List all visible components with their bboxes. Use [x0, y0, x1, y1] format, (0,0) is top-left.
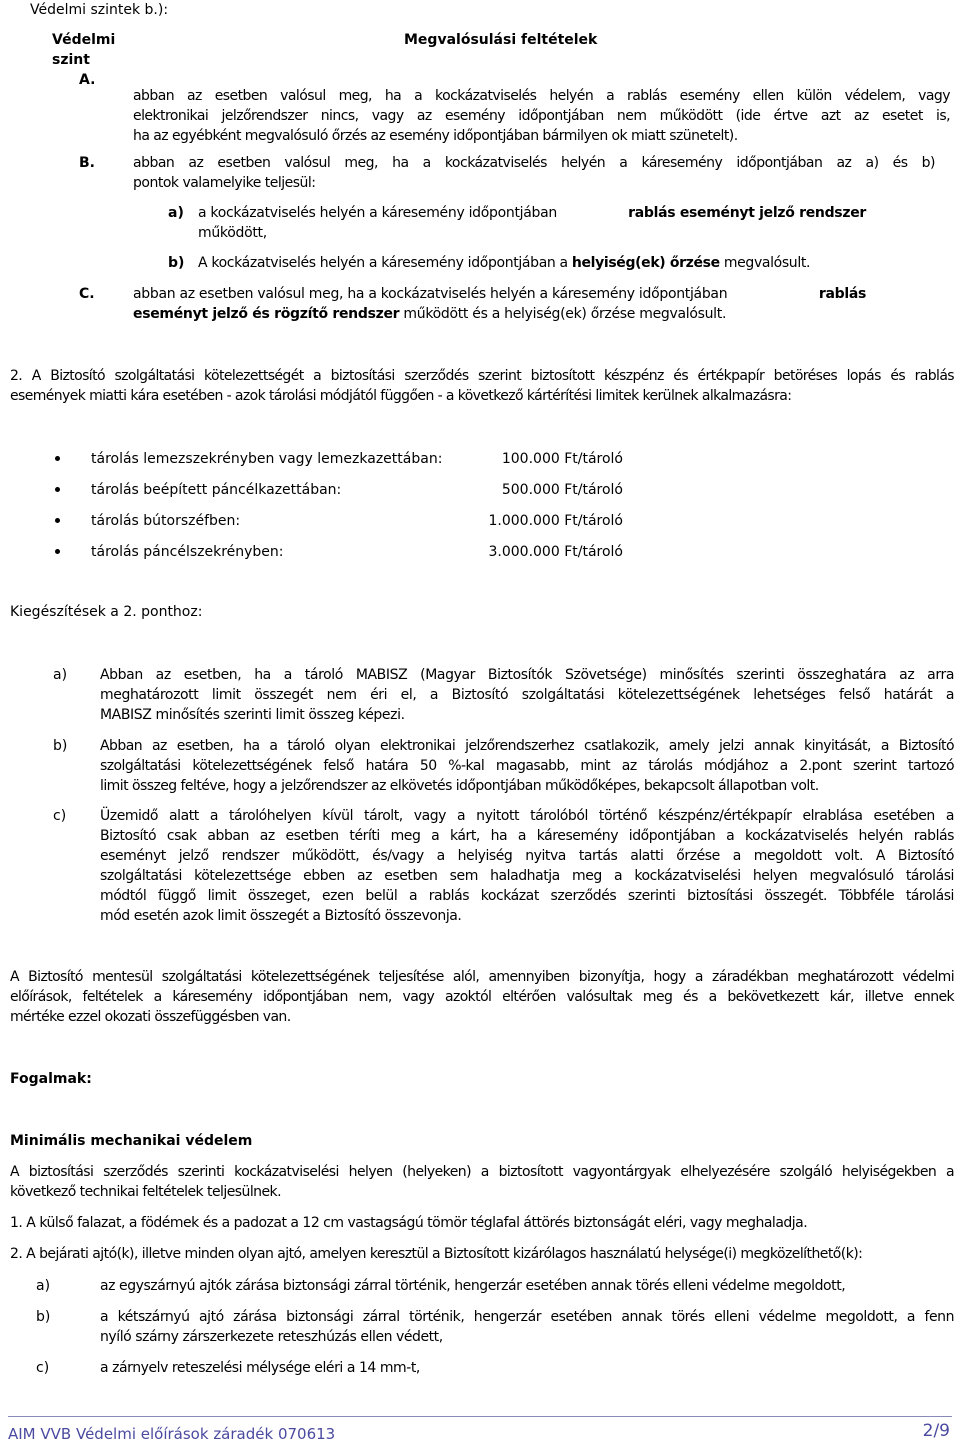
- limit-label: tárolás páncélszekrényben:: [91, 544, 284, 560]
- supp-c-line1: Üzemidő alatt a tárolóhelyen kívül tárolt, vagy a nyitott tárolóból történő készpénz/értékpapír elrablása esetében a: [100, 808, 954, 824]
- supp-c-line2: Biztosító csak abban az esetben téríti meg a kárt, ha a káresemény időpontjában a kockázatviselés helyén rablás: [100, 828, 954, 844]
- concepts-item1: 1. A külső falazat, a födémek és a padozat a 12 cm vastagságú tömör téglafal áttörés biztonságát eléri, vagy meghaladja.: [10, 1215, 808, 1231]
- row-b-sub-b-line: [198, 253, 810, 273]
- limit-value: 100.000 Ft/tároló: [501, 451, 623, 467]
- limit-label: tárolás lemezszekrényben vagy lemezkazettában:: [91, 451, 443, 467]
- section2-text-line2: események miatti kára esetében - azok tárolási módjától függően - a következő kártérítési limitek kerülnek alkalmazásra:: [10, 388, 792, 404]
- concepts-subtitle: Minimális mechanikai védelem: [10, 1133, 253, 1149]
- exemption-line3: mértéke ezzel okozati összefüggésben van.: [10, 1009, 291, 1025]
- row-b-sub-a-line1: [198, 203, 866, 223]
- supp-c-line6: mód esetén azok limit összegét a Biztosító összevonja.: [100, 908, 462, 924]
- concepts-sub-c: a zárnyelv reteszelési mélysége eléri a 14 mm-t,: [100, 1360, 420, 1376]
- footer-doc-title: AIM VVB Védelmi előírások záradék 070613: [8, 1425, 336, 1443]
- concepts-sub-a: az egyszárnyú ajtók zárása biztonsági zárral történik, hengerzár esetében annak törés elleni védelme megoldott,: [100, 1278, 846, 1294]
- row-c-bold1: rablás: [818, 286, 866, 302]
- row-c-bold2: eseményt jelző és rögzítő rendszer: [133, 306, 400, 322]
- bullet-icon: [55, 518, 60, 523]
- supp-c-line3: eseményt jelző rendszer működött, és/vagy a helyiség nyitva tartás alatti őrzése a megoldott volt. A Biztosító: [100, 848, 954, 864]
- concepts-sub-b-label: b): [36, 1309, 51, 1325]
- row-b-text-line2: pontok valamelyike teljesül:: [133, 175, 316, 191]
- section-heading: Védelmi szintek b.):: [30, 2, 169, 18]
- bullet-icon: [55, 549, 60, 554]
- bullet-icon: [55, 487, 60, 492]
- row-a-label: A.: [79, 72, 96, 88]
- row-c-line1: [133, 284, 866, 304]
- supp-a-line1: Abban az esetben, ha a tároló MABISZ (Magyar Biztosítók Szövetsége) minősítés szerinti összeghatára az arra: [100, 667, 954, 683]
- supp-b-line2: szolgáltatási kötelezettségének felső határa 50 %-kal magasabb, mint az tárolás módjához a 2.pont szerint tartozó: [100, 758, 954, 774]
- exemption-line1: A Biztosító mentesül szolgáltatási kötelezettségének teljesítése alól, amennyiben bizonyítja, hogy a záradékban meghatározott védelmi: [10, 969, 954, 985]
- supplements-title: Kiegészítések a 2. ponthoz:: [10, 604, 203, 620]
- row-a-text-line1: abban az esetben valósul meg, ha a kockázatviselés helyén a rablás esemény ellen külön védelem, vagy: [133, 88, 950, 104]
- supp-b-line3: limit összeg feltéve, hogy a jelzőrendszer az elkövetés időpontjában működőképes, bekapcsolt állapotban volt.: [100, 778, 819, 794]
- row-c-label: C.: [79, 286, 95, 302]
- supp-a-label: a): [53, 667, 68, 683]
- row-b-sub-a-label: a): [168, 205, 184, 221]
- row-a-text-line2: elektronikai jelzőrendszer nincs, vagy az esemény időpontjában nem működött (ide értve azt az esetet is,: [133, 108, 950, 124]
- concepts-item2: 2. A bejárati ajtó(k), illetve minden olyan ajtó, amelyen keresztül a Biztosított kizárólagos használatú helysége(i) megközelíthető(k):: [10, 1246, 863, 1262]
- supp-c-label: c): [53, 808, 67, 824]
- row-b-sub-a-line2: működött,: [198, 225, 267, 241]
- row-b-sub-a-bold: rablás eseményt jelző rendszer: [628, 205, 866, 221]
- row-b-sub-b-bold: helyiség(ek) őrzése: [571, 255, 720, 271]
- concepts-intro-line1: A biztosítási szerződés szerinti kockázatviselési helyen (helyeken) a biztosított vagyontárgyak elhelyezésére szolgáló helyiségekben a: [10, 1164, 954, 1180]
- concepts-sub-b-line2: nyíló szárny zárszerkezete reteszhúzás ellen védett,: [100, 1329, 443, 1345]
- concepts-sub-c-label: c): [36, 1360, 50, 1376]
- supp-a-line2: meghatározott limit összegét nem éri el, a Biztosító szolgáltatási kötelezettségének lehetséges felső határát a: [100, 687, 954, 703]
- footer-divider: [8, 1416, 952, 1417]
- concepts-sub-b-line1: a kétszárnyú ajtó zárása biztonsági zárral történik, hengerzár esetében annak törés elleni védelme megoldott, a fenn: [100, 1309, 954, 1325]
- limit-value: 1.000.000 Ft/tároló: [488, 513, 623, 529]
- col-header-level-line1: Védelmi: [52, 32, 116, 48]
- concepts-sub-a-label: a): [36, 1278, 51, 1294]
- row-a-text-line3: ha az egyébként megvalósuló őrzés az esemény időpontjában bármilyen ok miatt szünetelt).: [133, 128, 738, 144]
- limit-value: 3.000.000 Ft/tároló: [488, 544, 623, 560]
- row-b-sub-a-text: a kockázatviselés helyén a káresemény időpontjában: [198, 205, 557, 221]
- supp-a-line3: MABISZ minősítés szerinti limit összeg képezi.: [100, 707, 405, 723]
- row-b-label: B.: [79, 155, 95, 171]
- supp-b-label: b): [53, 738, 68, 754]
- row-b-sub-b-text1: A kockázatviselés helyén a káresemény időpontjában a: [198, 255, 568, 271]
- row-b-sub-b-label: b): [168, 255, 185, 271]
- supp-b-line1: Abban az esetben, ha a tároló olyan elektronikai jelzőrendszerhez csatlakozik, amely jelzi annak kinyitását, a Biztosító: [100, 738, 954, 754]
- concepts-title: Fogalmak:: [10, 1071, 92, 1087]
- row-c-text2: működött és a helyiség(ek) őrzése megvalósult.: [403, 306, 727, 322]
- bullet-icon: [55, 456, 60, 461]
- footer-page-number: 2/9: [922, 1421, 950, 1441]
- concepts-intro-line2: következő technikai feltételek teljesülnek.: [10, 1184, 282, 1200]
- limit-value: 500.000 Ft/tároló: [501, 482, 623, 498]
- exemption-line2: előírások, feltételek a káresemény időpontjában nem, vagy azoktól eltérően valósultak meg és a bekövetkezett kár, illetve ennek: [10, 989, 954, 1005]
- row-b-text-line1: abban az esetben valósul meg, ha a kockázatviselés helyén a káresemény időpontjában az a) és b): [133, 155, 935, 171]
- section2-text-line1: 2. A Biztosító szolgáltatási kötelezettségét a biztosítási szerződés szerint biztosított készpénz és értékpapír betöréses lopás és rablás: [10, 368, 954, 384]
- row-c-line2: [133, 304, 726, 324]
- row-c-text1: abban az esetben valósul meg, ha a kockázatviselés helyén a káresemény időpontjában: [133, 286, 728, 302]
- col-header-conditions: Megvalósulási feltételek: [404, 32, 598, 48]
- col-header-level-line2: szint: [52, 52, 90, 68]
- limit-label: tárolás bútorszéfben:: [91, 513, 241, 529]
- limit-label: tárolás beépített páncélkazettában:: [91, 482, 342, 498]
- supp-c-line4: szolgáltatási kötelezettsége ebben az esetben sem haladhatja meg a kockázatviselési helyen megvalósuló tárolási: [100, 868, 954, 884]
- supp-c-line5: módtól függő limit összeget, ezen belül a rablás kockázat szerződés szerinti biztosítási összegét. Többféle tárolási: [100, 888, 954, 904]
- row-b-sub-b-text2: megvalósult.: [723, 255, 811, 271]
